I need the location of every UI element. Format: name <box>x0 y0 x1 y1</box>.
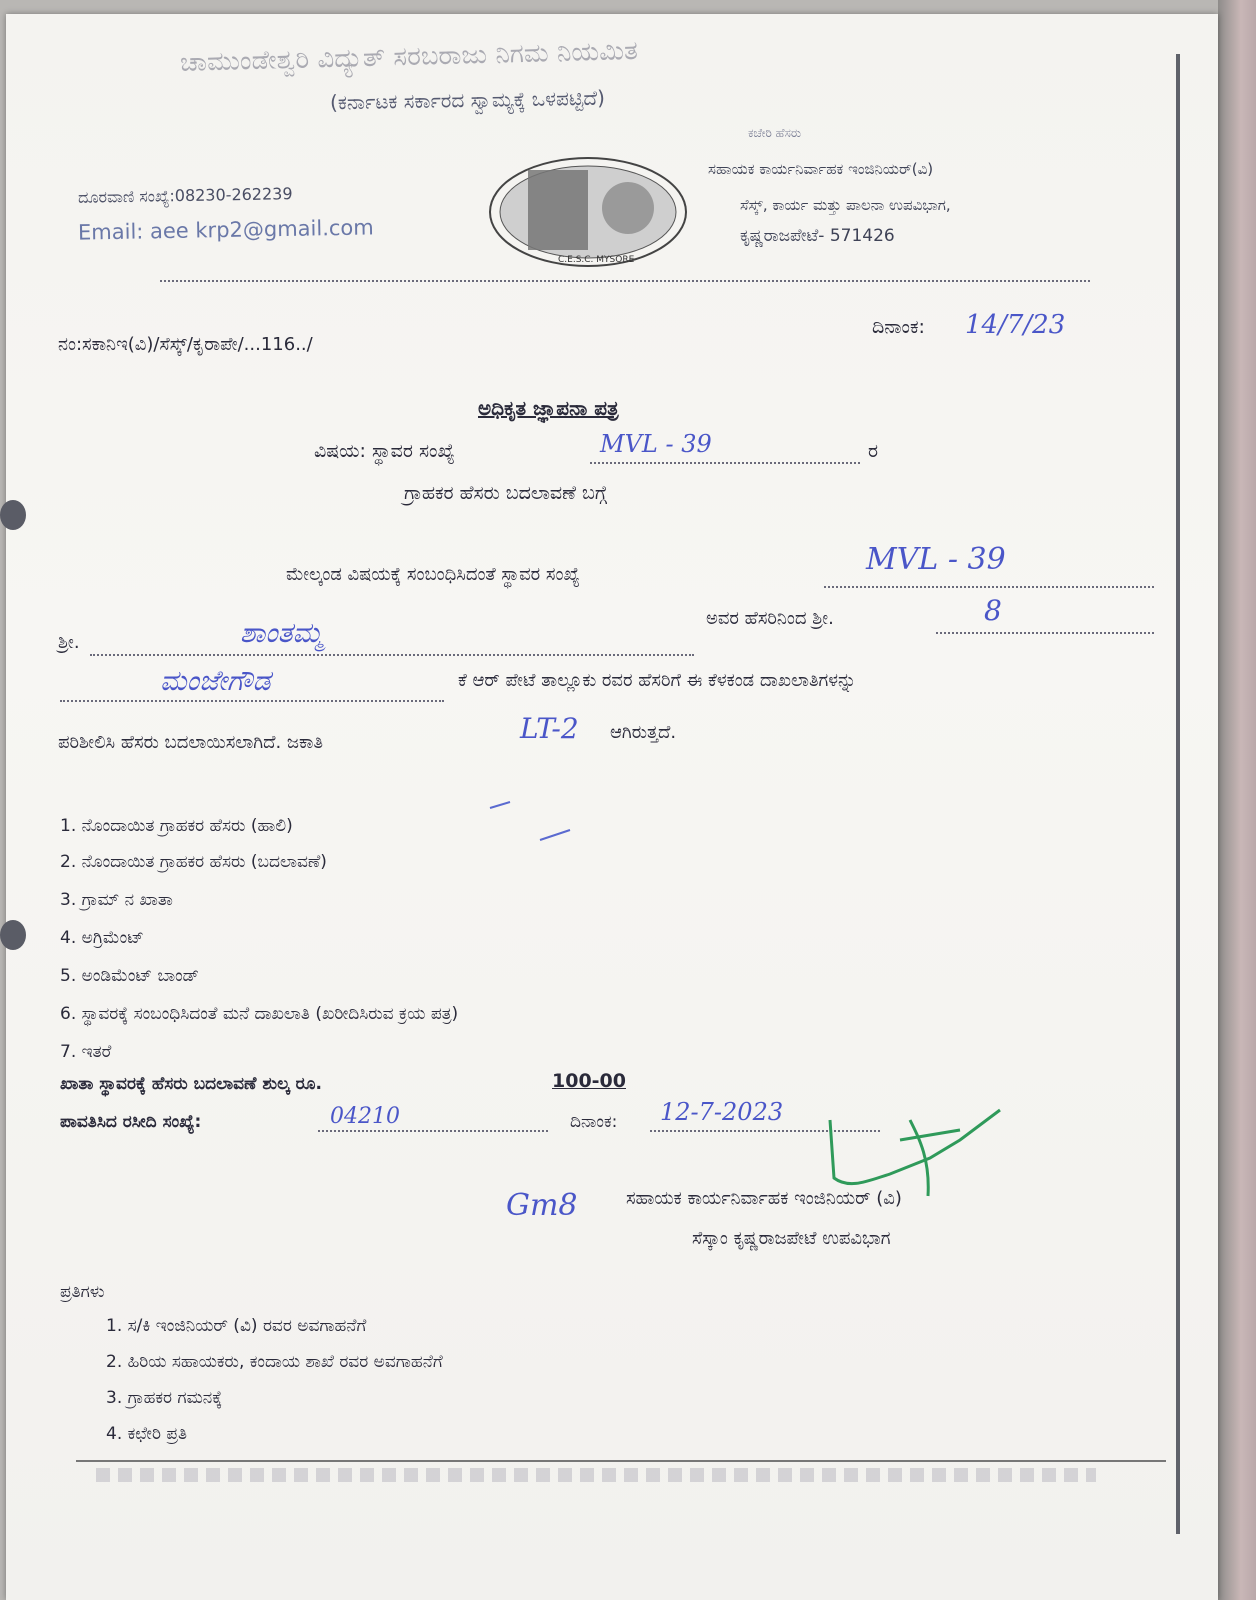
date-value: 14/7/23 <box>965 310 1066 340</box>
checklist-item: 3. ಗ್ರಾಮ್ ನ ಖಾತಾ <box>60 890 173 910</box>
body-line2-dotline <box>90 654 694 656</box>
body-plant-number: MVL - 39 <box>866 542 1006 577</box>
signatory-title: ಸಹಾಯಕ ಕಾರ್ಯನಿರ್ವಾಹಕ ಇಂಜಿನಿಯರ್ (ವಿ) <box>626 1188 902 1209</box>
cesc-logo <box>488 150 698 268</box>
tariff-value: LT-2 <box>520 712 579 745</box>
punch-hole <box>0 500 26 530</box>
receipt-dotline <box>318 1130 548 1132</box>
copy-item: 4. ಕಛೇರಿ ಪ್ರತಿ <box>106 1424 187 1444</box>
background-edge <box>1218 0 1256 1600</box>
checklist-item: 6. ಸ್ಥಾವರಕ್ಕೆ ಸಂಬಂಧಿಸಿದಂತೆ ಮನೆ ದಾಖಲಾತಿ (ಖರೀದಿಸಿರುವ ಕ್ರಯ ಪತ್ರ) <box>60 1004 459 1024</box>
phone-number: ದೂರವಾಣಿ ಸಂಖ್ಯೆ:08230-262239 <box>77 184 293 207</box>
body-line2-dotline2 <box>936 632 1154 634</box>
checklist-item: 5. ಅಂಡಿಮೆಂಟ್ ಬಾಂಡ್ <box>60 966 199 986</box>
body-line3: ಕೆ ಆರ್ ಪೇಟೆ ತಾಲ್ಲೂಕು ರವರ ಹೆಸರಿಗೆ ಈ ಕೆಳಕಂಡ ದಾಖಲಾತಿಗಳನ್ನು <box>458 670 857 691</box>
checklist-item: 7. ಇತರೆ <box>60 1042 112 1062</box>
copy-item: 2. ಹಿರಿಯ ಸಹಾಯಕರು, ಕಂದಾಯ ಶಾಖೆ ರವರ ಅವಗಾಹನೆಗೆ <box>106 1352 443 1372</box>
page-border-line <box>1176 54 1180 1534</box>
checklist-item: 1. ನೊಂದಾಯಿತ ಗ್ರಾಹಕರ ಹೆಸರು (ಹಾಲಿ) <box>60 816 293 836</box>
email-address: Email: aee krp2@gmail.com <box>77 215 374 245</box>
logo-text: C.E.S.C. MYSORE <box>558 255 635 265</box>
subject-prefix: ವಿಷಯ: ಸ್ಥಾವರ ಸಂಖ್ಯೆ <box>314 440 455 462</box>
checklist-item: 4. ಅಗ್ರಿಮೆಂಟ್ <box>60 928 144 948</box>
footer-divider <box>76 1460 1166 1462</box>
punch-hole <box>0 920 26 950</box>
copy-item: 3. ಗ್ರಾಹಕರ ಗಮನಕ್ಕೆ <box>106 1388 223 1408</box>
subject-dotline <box>590 462 860 464</box>
reference-number: ನಂ:ಸಕಾನಿಇ(ವಿ)/ಸೆಸ್ಕ್/ಕೃರಾಪೇ/...116../ <box>58 334 313 355</box>
govt-line: (ಕರ್ನಾಟಕ ಸರ್ಕಾರದ ಸ್ವಾಮ್ಯಕ್ಕೆ ಒಳಪಟ್ಟಿದೆ) <box>329 85 606 115</box>
fee-amount: 100-00 <box>552 1070 626 1092</box>
subject-line2: ಗ್ರಾಹಕರ ಹೆಸರು ಬದಲಾವಣೆ ಬಗ್ಗೆ <box>404 482 607 504</box>
signatory-initials: Gm8 <box>506 1188 578 1223</box>
copy-item: 1. ಸ/ಕಿ ಇಂಜಿನಿಯರ್ (ವಿ) ರವರ ಅವಗಾಹನೆಗೆ <box>106 1316 367 1336</box>
receipt-date: 12-7-2023 <box>660 1098 784 1126</box>
faded-footer-text <box>96 1468 1096 1482</box>
checklist-tick-marks <box>470 790 790 1020</box>
date-label: ದಿನಾಂಕ: <box>872 316 925 338</box>
body-line2-mid: ಅವರ ಹೆಸರಿನಿಂದ ಶ್ರೀ. <box>706 608 834 629</box>
office-small-label: ಕಚೇರಿ ಹೆಸರು <box>748 126 802 140</box>
body-line4-suffix: ಆಗಿರುತ್ತದೆ. <box>610 722 677 743</box>
office-line3: ಕೃಷ್ಣರಾಜಪೇಟೆ- 571426 <box>740 226 895 246</box>
signatory-office: ಸೆಸ್ಕಾಂ ಕೃಷ್ಣರಾಜಪೇಟೆ ಉಪವಿಭಾಗ <box>692 1228 891 1249</box>
office-line2: ಸೆಸ್ಕ್, ಕಾರ್ಯ ಮತ್ತು ಪಾಲನಾ ಉಪವಿಭಾಗ, <box>740 196 951 214</box>
old-owner-name: ಶಾಂತಮ್ಮ <box>240 616 323 649</box>
body-line1-dotline <box>824 586 1154 588</box>
fee-label: ಖಾತಾ ಸ್ಥಾವರಕ್ಕೆ ಹೆಸರು ಬದಲಾವಣೆ ಶುಲ್ಕ ರೂ. <box>60 1074 322 1094</box>
subject-plant-number: MVL - 39 <box>600 430 712 458</box>
subject-suffix: ರ <box>868 440 879 462</box>
body-line4: ಪರಿಶೀಲಿಸಿ ಹೆಸರು ಬದಲಾಯಿಸಲಾಗಿದೆ. ಜಕಾತಿ <box>58 732 324 753</box>
new-owner-name: ಮಂಜೇಗೌಡ <box>160 664 271 697</box>
header-divider <box>160 280 1090 282</box>
memo-title: ಅಧಿಕೃತ ಜ್ಞಾಪನಾ ಪತ್ರ <box>478 396 619 420</box>
body-line3-dotline <box>60 700 444 702</box>
receipt-date-label: ದಿನಾಂಕ: <box>570 1112 618 1132</box>
checklist-item: 2. ನೊಂದಾಯಿತ ಗ್ರಾಹಕರ ಹೆಸರು (ಬದಲಾವಣೆ) <box>60 852 327 872</box>
receipt-label: ಪಾವತಿಸಿದ ರಸೀದಿ ಸಂಖ್ಯೆ: <box>60 1112 202 1132</box>
body-line1: ಮೇಲ್ಕಂಡ ವಿಷಯಕ್ಕೆ ಸಂಬಂಧಿಸಿದಂತೆ ಸ್ಥಾವರ ಸಂಖ್ಯೆ <box>286 564 580 585</box>
office-line1: ಸಹಾಯಕ ಕಾರ್ಯನಿರ್ವಾಹಕ ಇಂಜಿನಿಯರ್(ವಿ) <box>708 160 934 178</box>
receipt-number: 04210 <box>330 1104 400 1129</box>
body-line2-prefix: ಶ್ರೀ. <box>58 632 80 653</box>
org-name: ಚಾಮುಂಡೇಶ್ವರಿ ವಿದ್ಯುತ್ ಸರಬರಾಜು ನಿಗಮ ನಿಯಮಿತ <box>179 36 639 78</box>
new-owner-initial: 8 <box>984 594 1002 627</box>
copies-heading: ಪ್ರತಿಗಳು <box>60 1282 105 1302</box>
